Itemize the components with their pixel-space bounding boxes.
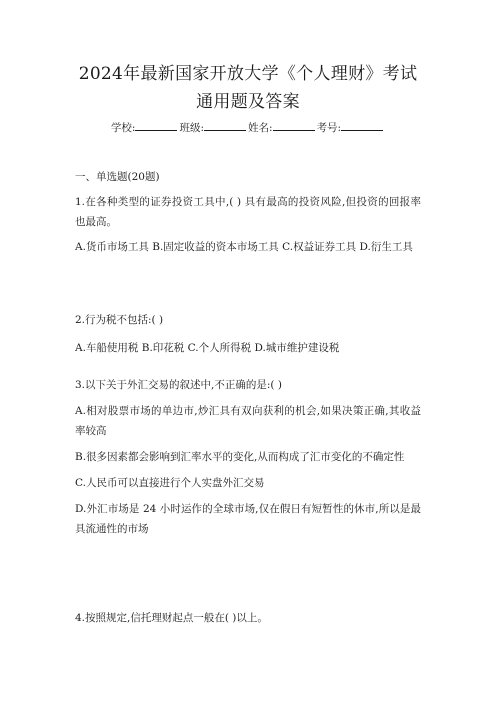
name-blank: [273, 119, 315, 131]
name-label: 姓名:: [248, 122, 273, 134]
question-3-option-b: B.很多因素都会影响到汇率水平的变化,从而构成了汇市变化的不确定性: [75, 451, 405, 463]
question-1-stem: 1.在各种类型的证券投资工具中,( ) 具有最高的投资风险,但投资的回报率也最高。: [75, 196, 421, 228]
class-blank: [204, 119, 246, 131]
number-label: 考号:: [316, 122, 342, 134]
question-3-stem: 3.以下关于外汇交易的叙述中,不正确的是:( ): [75, 379, 282, 391]
school-blank: [135, 119, 177, 131]
question-4: [75, 608, 421, 628]
section-heading: 一、单选题(20题): [75, 171, 160, 183]
student-info-line: [40, 119, 456, 135]
question-2-options: A.车船使用税 B.印花税 C.个人所得税 D.城市维护建设税: [75, 342, 340, 354]
question-1: [75, 192, 421, 257]
question-3: [75, 375, 421, 539]
class-label: 班级:: [179, 122, 204, 134]
document-title: [40, 60, 456, 116]
question-2: [75, 310, 421, 358]
question-1-options: A.货币市场工具 B.固定收益的资本市场工具 C.权益证券工具 D.衍生工具: [75, 241, 413, 253]
school-label: 学校:: [110, 122, 136, 134]
question-3-option-a: A.相对股票市场的单边市,炒汇具有双向获利的机会,如果决策正确,其收益率较高: [75, 405, 421, 437]
question-3-option-c: C.人民币可以直接进行个人实盘外汇交易: [75, 477, 265, 489]
question-3-option-d: D.外汇市场是 24 小时运作的全球市场,仅在假日有短暂性的休市,所以是最具流通性的市场: [75, 503, 421, 535]
question-2-stem: 2.行为税不包括:( ): [75, 314, 164, 326]
title-line-2: 通用题及答案: [196, 92, 300, 112]
title-line-1: 2024年最新国家开放大学《个人理财》考试: [78, 64, 418, 84]
question-4-stem: 4.按照规定,信托理财起点一般在( )以上。: [75, 612, 268, 624]
number-blank: [341, 119, 383, 131]
